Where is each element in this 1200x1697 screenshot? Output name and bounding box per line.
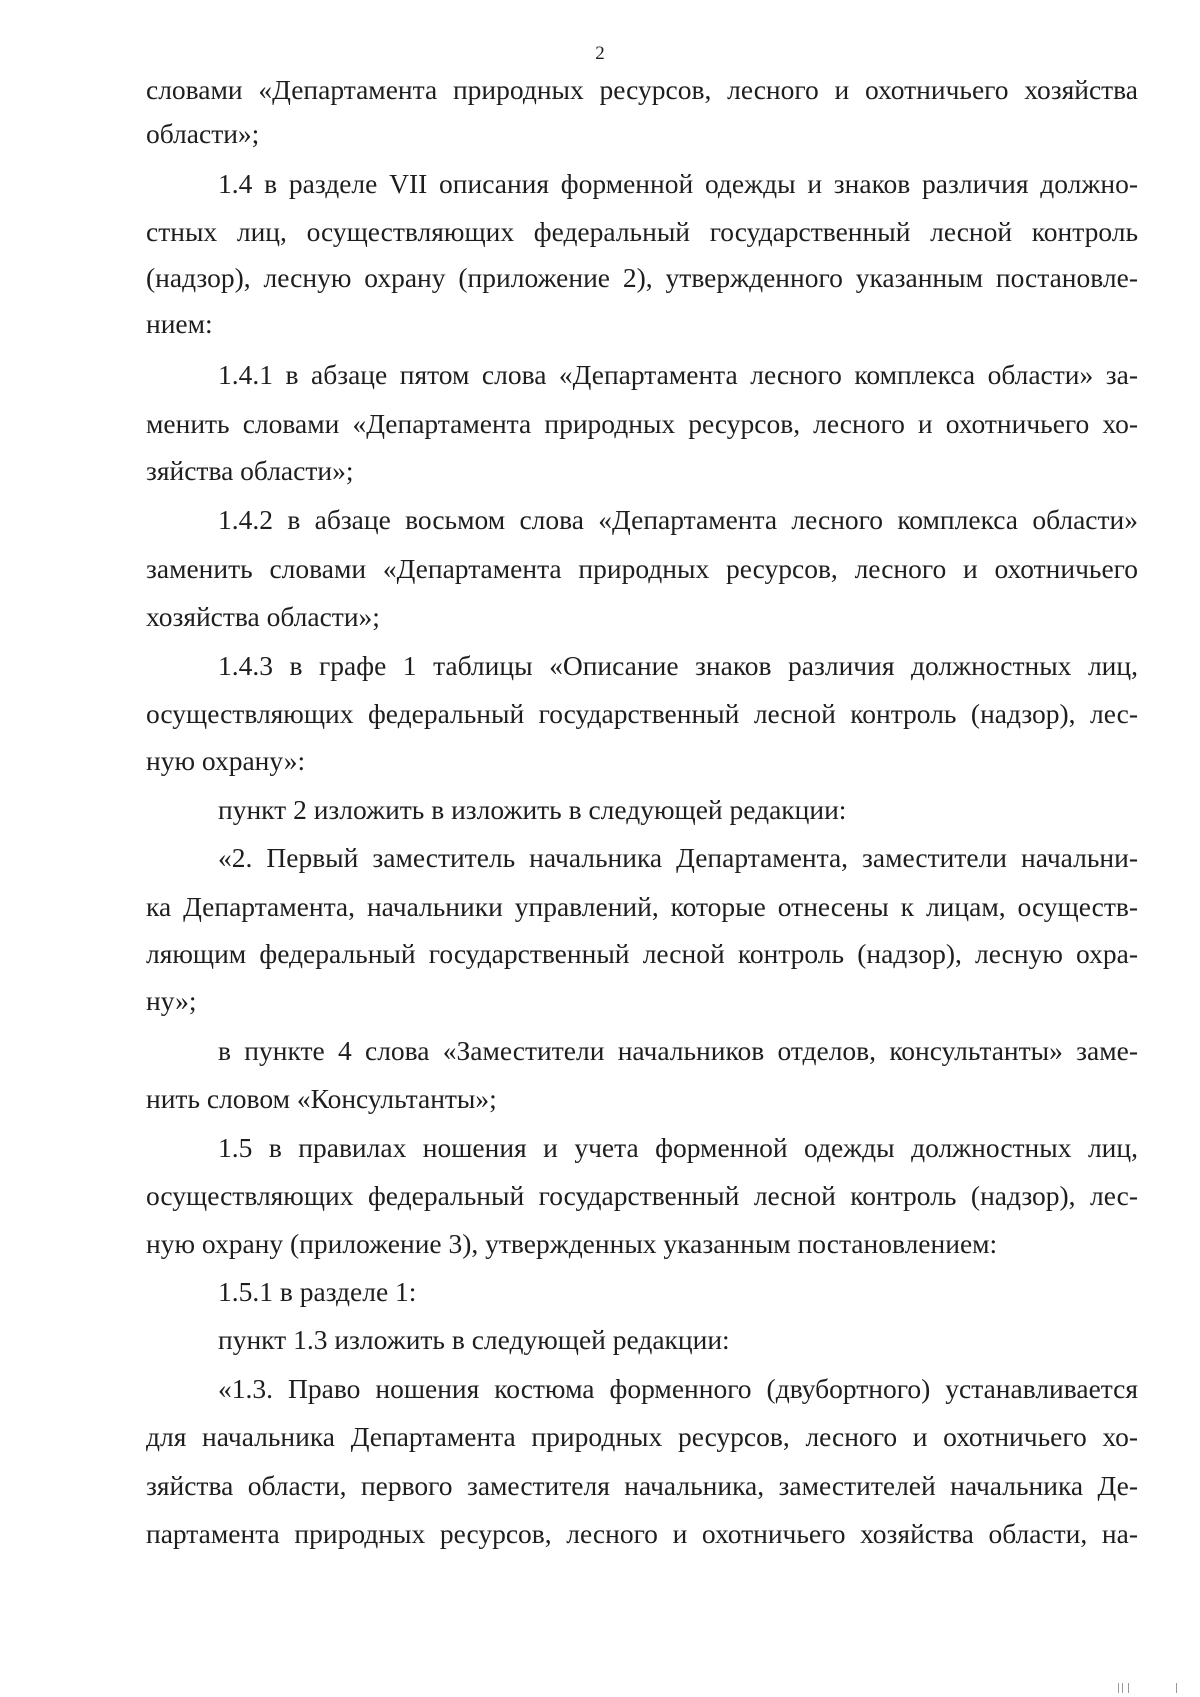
text-line: хозяйства области»; bbox=[146, 601, 380, 632]
text-line: пункт 2 изложить в изложить в следующей редакции: bbox=[218, 794, 847, 825]
scan-mark bbox=[1176, 1683, 1177, 1693]
text-line: в пункте 4 слова «Заместители начальников отделов, консультанты» заме- bbox=[218, 1035, 1138, 1066]
text-line: 1.4.2 в абзаце восьмом слова «Департамента лесного комплекса области» bbox=[218, 504, 1138, 535]
text-line: зяйства области»; bbox=[146, 455, 354, 486]
text-line: «2. Первый заместитель начальника Департамента, заместители начальни- bbox=[218, 842, 1138, 873]
text-line: зяйства области, первого заместителя начальника, заместителей начальника Де- bbox=[146, 1470, 1138, 1501]
text-line: ка Департамента, начальники управлений, которые отнесены к лицам, осуществ- bbox=[146, 891, 1138, 922]
scan-mark bbox=[1118, 1683, 1119, 1693]
text-line: нием: bbox=[146, 308, 213, 339]
text-line: ную охрану»: bbox=[146, 745, 306, 776]
text-line: ну»; bbox=[146, 985, 197, 1016]
text-line: 1.4 в разделе VII описания форменной одежды и знаков различия должно- bbox=[218, 168, 1138, 199]
text-line: области»; bbox=[146, 118, 260, 149]
text-line: пункт 1.3 изложить в следующей редакции: bbox=[218, 1324, 730, 1355]
text-line: 1.4.3 в графе 1 таблицы «Описание знаков различия должностных лиц, bbox=[218, 650, 1138, 681]
text-line: ную охрану (приложение 3), утвержденных указанным постановлением: bbox=[146, 1228, 998, 1259]
scan-mark bbox=[1122, 1683, 1123, 1693]
text-line: стных лиц, осуществляющих федеральный государственный лесной контроль bbox=[146, 216, 1138, 247]
scan-mark bbox=[1128, 1683, 1129, 1693]
text-line: менить словами «Департамента природных ресурсов, лесного и охотничьего хо- bbox=[146, 408, 1138, 439]
text-line: 1.5 в правилах ношения и учета форменной одежды должностных лиц, bbox=[218, 1132, 1138, 1163]
text-line: партамента природных ресурсов, лесного и охотничьего хозяйства области, на- bbox=[146, 1518, 1138, 1549]
text-line: осуществляющих федеральный государственный лесной контроль (надзор), лес- bbox=[146, 1180, 1138, 1211]
text-line: нить словом «Консультанты»; bbox=[146, 1083, 497, 1114]
text-line: словами «Департамента природных ресурсов, лесного и охотничьего хозяйства bbox=[146, 74, 1138, 105]
text-line: (надзор), лесную охрану (приложение 2), утвержденного указанным постановле- bbox=[146, 262, 1138, 293]
text-line: для начальника Департамента природных ресурсов, лесного и охотничьего хо- bbox=[146, 1421, 1138, 1452]
page-number: 2 bbox=[595, 43, 605, 64]
text-line: ляющим федеральный государственный лесной контроль (надзор), лесную охра- bbox=[146, 938, 1138, 969]
text-line: «1.3. Право ношения костюма форменного (двубортного) устанавливается bbox=[218, 1373, 1138, 1404]
text-line: 1.4.1 в абзаце пятом слова «Департамента лесного комплекса области» за- bbox=[218, 359, 1138, 390]
text-line: 1.5.1 в разделе 1: bbox=[218, 1276, 417, 1307]
text-line: осуществляющих федеральный государственный лесной контроль (надзор), лес- bbox=[146, 698, 1138, 729]
text-line: заменить словами «Департамента природных ресурсов, лесного и охотничьего bbox=[146, 553, 1138, 584]
